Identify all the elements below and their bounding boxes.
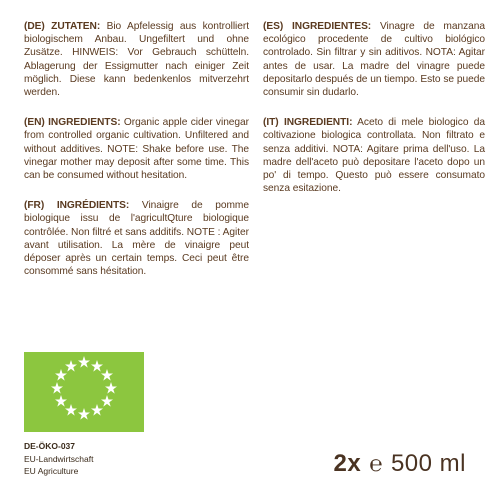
- ingredients-it-text: Aceto di mele biologico da coltivazione biologica controllata. Non filtrato e senza additivi. NOTA: Agitare prima dell'uso. La madre dell'aceto può depositare l'aceto dopo un po' di tempo. Questo può essere consumato senza esitazione.: [263, 117, 485, 195]
- volume-label: [334, 450, 466, 478]
- ingredients-it: [263, 116, 485, 195]
- ingredients-en-heading: (EN) INGREDIENTS:: [24, 117, 121, 129]
- ingredients-it-heading: (IT) INGREDIENTI:: [263, 117, 353, 129]
- left-column: [24, 20, 249, 295]
- ingredients-de-text: Bio Apfelessig aus kontrolliert biologischem Anbau. Ungefiltert und ohne Zusätze. HINWEIS: Vor Gebrauch schütteln. Ablagerung der Essigmutter nach einiger Zeit möglich. Diese kann bedenkenlos mitverzehrt werden.: [24, 21, 250, 99]
- ingredients-en: [24, 116, 249, 182]
- ingredients-en-text: Organic apple cider vinegar from controlled organic cultivation. Unfiltered and without additives. NOTE: Shake before use. The vinegar mother may deposit after some time. This can be consumed without hesitation.: [24, 117, 249, 182]
- certification-origin-de: EU-Landwirtschaft: [24, 453, 94, 464]
- right-column: [263, 20, 485, 212]
- estimated-sign-icon: ℮: [369, 451, 383, 476]
- ingredients-fr-heading: (FR) INGRÉDIENTS:: [24, 200, 130, 212]
- eu-organic-leaf-logo-icon: [24, 352, 144, 432]
- ingredients-fr: [24, 199, 249, 278]
- ingredients-es: [263, 20, 485, 99]
- certification-info: [24, 440, 93, 478]
- volume-count: 2x: [333, 450, 362, 477]
- ingredients-de: [24, 20, 249, 99]
- certification-origin-en: EU Agriculture: [24, 466, 79, 476]
- ingredients-es-text: Vinagre de manzana ecológico procedente de cultivo biológico controlado. Sin filtrar y sin aditivos. NOTA: Agitar antes de usar. La madre del vinagre puede depositarlo después de un tiempo. Esto se puede consumir sin dudarlo.: [263, 21, 485, 99]
- ingredients-es-heading: (ES) INGREDIENTES:: [263, 21, 372, 32]
- certification-code: DE-ÖKO-037: [24, 441, 76, 451]
- ingredients-fr-text: Vinaigre de pomme biologique issu de l'agricultQture biologique contrôlée. Non filtré et sans additifs. NOTE : Agiter avant utilisation. La mère de vinaigre peut déposer après un certain temps. Ceci peut être consommé sans hésitation.: [24, 200, 249, 278]
- ingredients-de-heading: (DE) ZUTATEN:: [24, 21, 101, 32]
- volume-amount: 500 ml: [390, 450, 466, 477]
